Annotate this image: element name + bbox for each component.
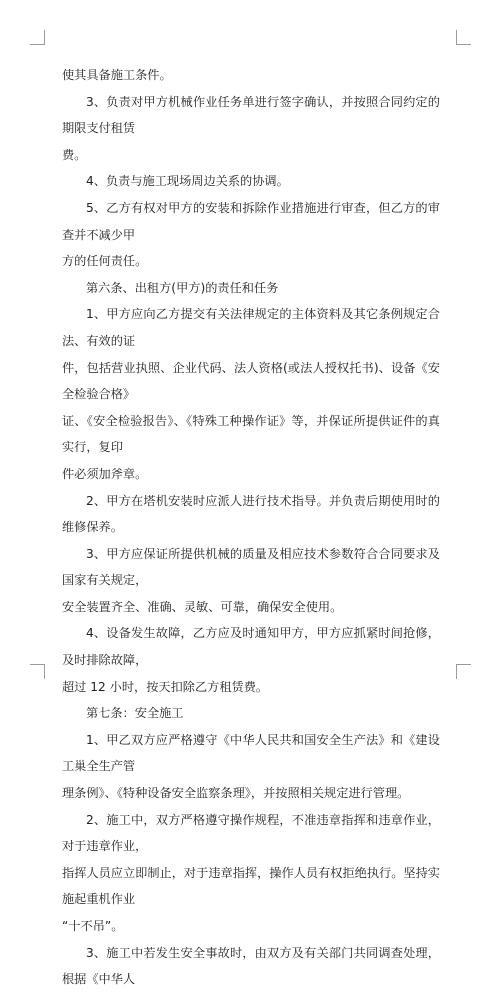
section-heading-article-7: 第七条：安全施工 — [86, 706, 184, 721]
paragraph-continuation: 使其具备施工条件。 — [62, 68, 172, 82]
paragraph-article-7-clause-2: 2、施工中，双方严格遵守操作规程，不准违章指挥和违章作业，对于违章作业， 指挥人员应立即制止，对于违章指挥，操作人员有权拒绝执行。坚持实施起重机作业 “十不吊”。 — [62, 812, 440, 933]
paragraph-article-7-clause-3: 3、施工中若发生安全事故时，由双方及有关部门共同调查处理，根据《中华人 — [62, 945, 440, 987]
document-body — [62, 62, 440, 993]
crop-mark-bottom-right — [456, 664, 471, 679]
paragraph-article-6-clause-3: 3、甲方应保证所提供机械的质量及相应技术参数符合合同要求及国家有关规定， 安全装置齐全、准确、灵敏、可靠，确保安全使用。 — [62, 546, 440, 614]
paragraph-clause-5: 5、乙方有权对甲方的安装和拆除作业措施进行审查，但乙方的审查并不减少甲 方的任何责任。 — [62, 200, 440, 269]
paragraph-article-6-clause-2: 2、甲方在塔机安装时应派人进行技术指导。并负责后期使用时的维修保养。 — [62, 493, 440, 535]
paragraph-article-6-clause-1: 1、甲方应向乙方提交有关法律规定的主体资料及其它条例规定合法、有效的证 件，包括营业执照、企业代码、法人资格(或法人授权托书)、设备《安全检验合格》 证、《安全检验报告》、《特殊工种操作证》等，并保证所提供证件的真实行，复印 件必须加斧章。 — [62, 307, 440, 481]
crop-mark-top-right — [456, 30, 471, 45]
paragraph-clause-3: 3、负责对甲方机械作业任务单进行签字确认，并按照合同约定的期限支付租赁 费。 — [62, 94, 440, 162]
crop-mark-bottom-left — [30, 664, 45, 679]
paragraph-article-6-clause-4: 4、设备发生故障，乙方应及时通知甲方，甲方应抓紧时间抢修，及时排除故障， 超过 12 小时，按天扣除乙方租赁费。 — [62, 626, 440, 694]
crop-mark-top-left — [30, 30, 45, 45]
paragraph-clause-4: 4、负责与施工现场周边关系的协调。 — [86, 174, 289, 189]
paragraph-article-7-clause-1: 1、甲乙双方应严格遵守《中华人民共和国安全生产法》和《建设工巢全生产管 理条例》、《特种设备安全监察条理》，并按照相关规定进行管理。 — [62, 732, 440, 801]
section-heading-article-6: 第六条、出租方(甲方)的责任和任务 — [86, 280, 279, 295]
